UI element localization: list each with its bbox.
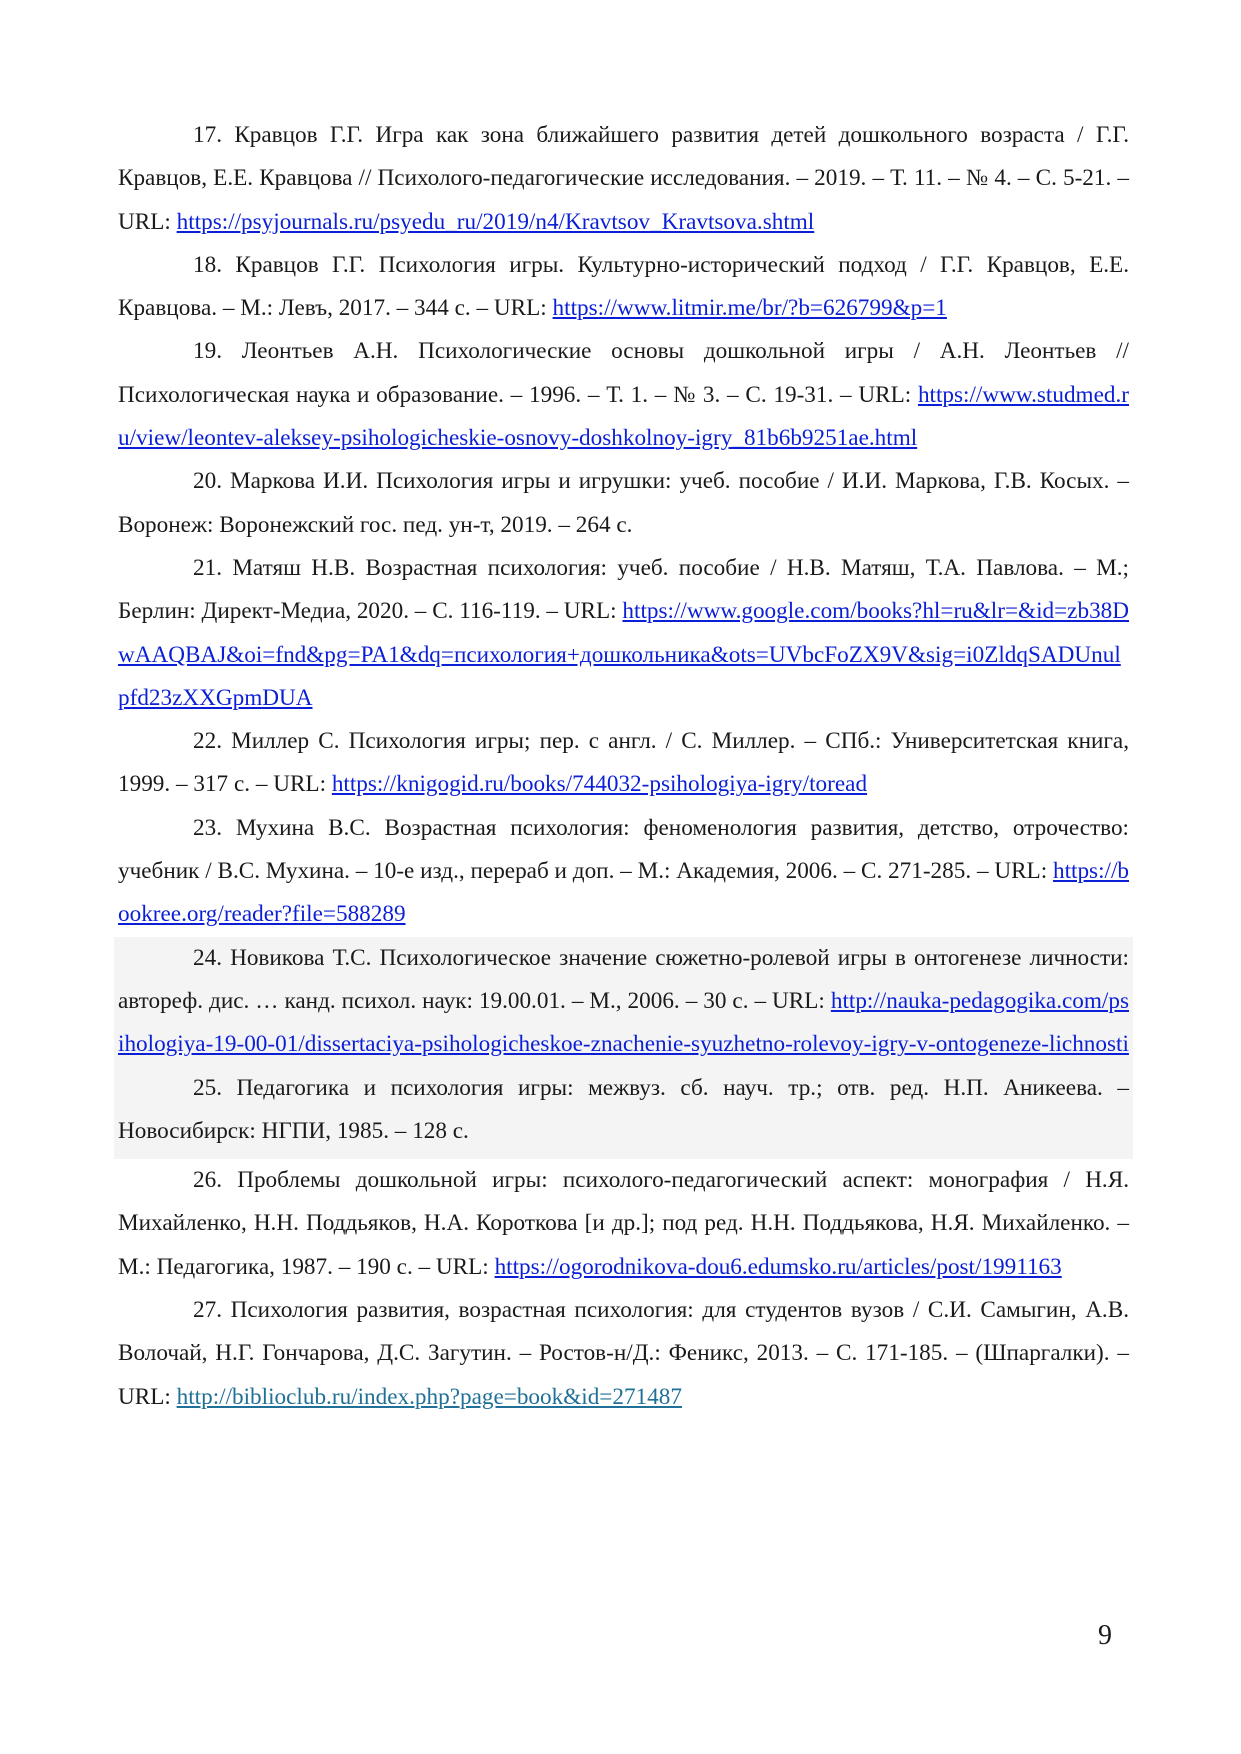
reference-link[interactable]: https://ogorodnikova-dou6.edumsko.ru/articles/post/1991163 (494, 1253, 1062, 1280)
reference-link[interactable]: http://nauka-pedagogika.com/psihologiya-19-00-01/dissertaciya-psihologicheskoe-znachenie-syuzhetno-rolevoy-igry-v-ontogeneze-lichnosti (118, 987, 1129, 1058)
reference-text: 22. Миллер С. Психология игры; пер. с англ. / С. Миллер. – СПб.: Университетская книга, 1999. – 317 с. – URL: (118, 728, 1129, 798)
reference-entry-24 (114, 937, 1133, 1067)
reference-entry-25 (114, 1067, 1133, 1160)
reference-text: 19. Леонтьев А.Н. Психологические основы дошкольной игры / А.Н. Леонтьев // Психологическая наука и образование. – 1996. – Т. 1. – № 3. – С. 19-31. – URL: (118, 338, 1129, 408)
reference-link[interactable]: http://biblioclub.ru/index.php?page=book&id=271487 (176, 1383, 682, 1410)
page-number: 9 (1098, 1620, 1112, 1651)
reference-entry-26 (118, 1159, 1129, 1289)
reference-link[interactable]: https://www.studmed.ru/view/leontev-aleksey-psihologicheskie-osnovy-doshkolnoy-igry_81b6b9251ae.html (118, 381, 1129, 452)
reference-text: 27. Психология развития, возрастная психология: для студентов вузов / С.И. Самыгин, А.В. Волочай, Н.Г. Гончарова, Д.С. Загутин. – Ростов-н/Д.: Феникс, 2013. – С. 171-185. – (Шпаргалки). – URL: (118, 1297, 1129, 1410)
reference-link[interactable]: https://www.google.com/books?hl=ru&lr=&id=zb38DwAAQBAJ&oi=fnd&pg=PA1&dq=психология+дошкольника&ots=UVbcFoZX9V&sig=i0ZldqSADUnulpfd23zXXGpmDUA (118, 598, 1130, 711)
reference-entry-23 (118, 807, 1129, 937)
reference-text: 26. Проблемы дошкольной игры: психолого-педагогический аспект: монография / Н.Я. Михайленко, Н.Н. Поддьяков, Н.А. Короткова [и др.]; под ред. Н.Н. Поддьякова, Н.Я. Михайленко. – М.: Педагогика, 1987. – 190 с. – URL: (118, 1167, 1129, 1280)
reference-text: 23. Мухина В.С. Возрастная психология: феноменология развития, детство, отрочество: учебник / В.С. Мухина. – 10-е изд., перераб и доп. – М.: Академия, 2006. – С. 271-285. – URL: (118, 814, 1129, 885)
reference-entry-21 (118, 547, 1129, 720)
reference-entry-20 (118, 460, 1129, 547)
reference-entry-17 (118, 114, 1129, 244)
reference-link[interactable]: https://psyjournals.ru/psyedu_ru/2019/n4/Kravtsov_Kravtsova.shtml (176, 208, 815, 235)
reference-text: 25. Педагогика и психология игры: межвуз. сб. науч. тр.; отв. ред. Н.П. Аникеева. – Новосибирск: НГПИ, 1985. – 128 с. (118, 1074, 1129, 1144)
bibliography-page (118, 114, 1129, 1419)
reference-text: 18. Кравцов Г.Г. Психология игры. Культурно-исторический подход / Г.Г. Кравцов, Е.Е. Кравцова. – М.: Левъ, 2017. – 344 с. – URL: (118, 251, 1129, 322)
reference-text: 24. Новикова Т.С. Психологическое значение сюжетно-ролевой игры в онтогенезе личности: автореф. дис. … канд. психол. наук: 19.00.01. – М., 2006. – 30 с. – URL: (118, 944, 1129, 1014)
reference-link[interactable]: https://knigogid.ru/books/744032-psihologiya-igry/toread (331, 771, 868, 798)
reference-entry-27 (118, 1289, 1129, 1419)
reference-link[interactable]: https://www.litmir.me/br/?b=626799&p=1 (552, 295, 947, 322)
reference-text: 21. Матяш Н.В. Возрастная психология: учеб. пособие / Н.В. Матяш, Т.А. Павлова. – М.; Берлин: Директ-Медиа, 2020. – С. 116-119. – URL: (118, 554, 1129, 625)
reference-entry-19 (118, 330, 1129, 460)
reference-entry-18 (118, 244, 1129, 331)
reference-entry-22 (118, 720, 1129, 807)
reference-text: 20. Маркова И.И. Психология игры и игрушки: учеб. пособие / И.И. Маркова, Г.В. Косых. – Воронеж: Воронежский гос. пед. ун-т, 2019. – 264 с. (118, 468, 1129, 538)
reference-text: 17. Кравцов Г.Г. Игра как зона ближайшего развития детей дошкольного возраста / Г.Г. Кравцов, Е.Е. Кравцова // Психолого-педагогические исследования. – 2019. – Т. 11. – № 4. – С. 5-21. – URL: (118, 122, 1129, 235)
reference-link[interactable]: https://bookree.org/reader?file=588289 (118, 858, 1129, 928)
